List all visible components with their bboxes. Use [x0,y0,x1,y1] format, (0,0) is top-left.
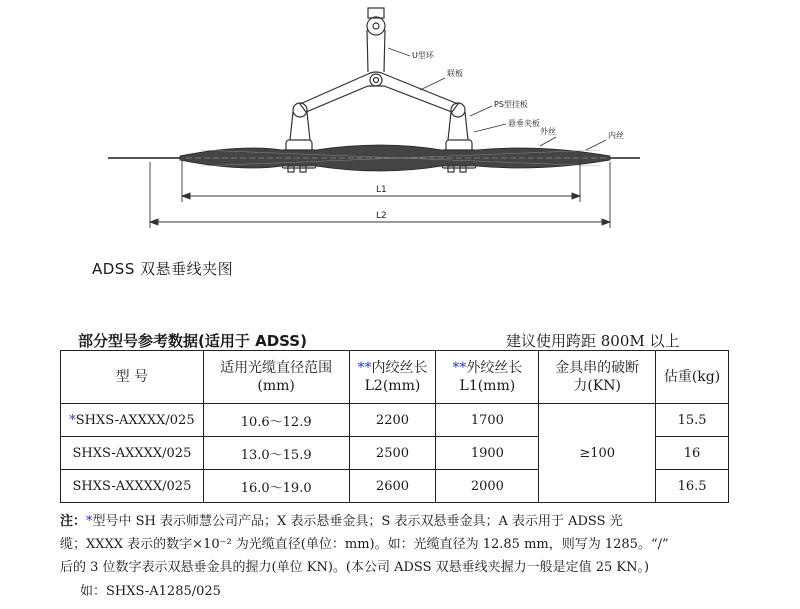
note-line-2: 缆；XXXX 表示的数字×10⁻² 为光缆直径(单位：mm)。如：光缆直径为 12.85 mm，则写为 1285。“/” [60,537,669,552]
label-clamp-body: 悬垂夹板 [508,119,540,128]
header-model: 型 号 [61,351,204,404]
label-outer-wire: 外丝 [540,127,556,136]
label-inner-wire: 内丝 [608,131,624,140]
cell-range: 13.0～15.9 [203,437,349,470]
note-line-3: 后的 3 位数字表示双悬垂金具的握力(单位 KN)。(本公司 ADSS 双悬垂线夹握力一般是定值 25 KN。) [60,560,650,575]
header-outer-rod-length: **外绞丝长 L1(mm) [436,351,539,404]
cell-range: 16.0～19.0 [203,470,349,503]
u-ring [367,17,385,35]
cell-outer: 1900 [436,437,539,470]
label-l1: L1 [376,185,387,195]
notes-block [60,510,740,579]
note-line-1: 注：*型号中 SH 表示师慧公司产品；X 表示悬垂金具；S 表示双悬垂金具；A 表示用于 ADSS 光 [60,514,623,529]
cell-weight: 15.5 [656,404,729,437]
note-example: 如：SHXS-A1285/025 [80,584,221,599]
table-row: *SHXS-AXXXX/025 10.6～12.9 2200 1700 ≥100 15.5 [61,404,729,437]
figure-caption: ADSS 双悬垂线夹图 [92,260,234,278]
span-recommendation: 建议使用跨距 800M 以上 [506,332,680,350]
spec-table [60,350,729,503]
link-plate [300,72,458,112]
table-header-row [61,351,729,404]
cell-model: SHXS-AXXXX/025 [61,470,204,503]
cell-model: SHXS-AXXXX/025 [61,437,204,470]
label-l2: L2 [376,211,387,221]
cell-range: 10.6～12.9 [203,404,349,437]
cell-inner: 2600 [349,470,436,503]
header-breaking-force: 金具串的破断 力(KN) [539,351,656,404]
clamp-assembly-drawing [0,0,800,250]
header-inner-rod-length: **内绞丝长 L2(mm) [349,351,436,404]
cell-breaking-force: ≥100 [539,404,656,503]
cell-outer: 1700 [436,404,539,437]
cell-model: SHXS-AXXXX/025 [75,412,195,428]
label-ps-hanger: PS型挂板 [494,100,528,109]
cell-inner: 2200 [349,404,436,437]
section-title: 部分型号参考数据(适用于 ADSS) [78,332,307,350]
header-diameter-range: 适用光缆直径范围 (mm) [203,351,349,404]
cell-weight: 16 [656,437,729,470]
cell-inner: 2500 [349,437,436,470]
cell-weight: 16.5 [656,470,729,503]
header-weight: 估重(kg) [656,351,729,404]
label-link-plate: 联板 [447,69,463,78]
cable [108,137,640,171]
cell-outer: 2000 [436,470,539,503]
label-u-ring: U型环 [412,51,434,60]
